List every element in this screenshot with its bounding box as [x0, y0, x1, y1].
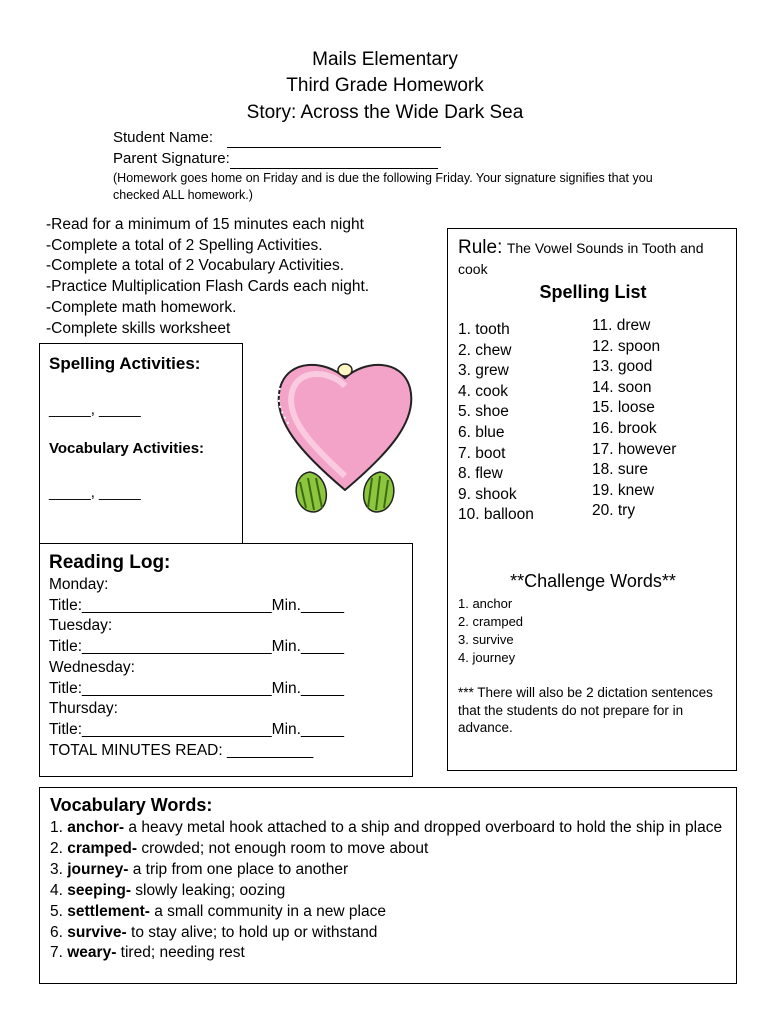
- vocabulary-word: journey-: [67, 860, 129, 878]
- vocabulary-title: Vocabulary Words:: [50, 795, 213, 815]
- spelling-word: 11. drew: [592, 317, 651, 334]
- spelling-word: 18. sure: [592, 461, 649, 479]
- vocabulary-item: 6. survive- to stay alive; to hold up or withstand: [50, 923, 378, 941]
- vocabulary-item: 3. journey- a trip from one place to another: [50, 860, 349, 878]
- heart-flower-illustration: [270, 352, 420, 524]
- challenge-words-list: [458, 595, 523, 667]
- vocabulary-word: weary-: [67, 944, 117, 962]
- rule: [458, 238, 730, 280]
- reading-log-title: Reading Log:: [49, 552, 171, 573]
- vocabulary-definition: a small community in a new place: [149, 902, 386, 920]
- vocabulary-box: [39, 787, 737, 984]
- reading-log-entry[interactable]: Title:______________________Min._____: [49, 596, 345, 614]
- spelling-word: 9. shook: [458, 485, 517, 503]
- spelling-word: 2. chew: [458, 341, 512, 359]
- instruction-item: -Read for a minimum of 15 minutes each night: [46, 216, 364, 233]
- grade-title: Third Grade Homework: [286, 75, 484, 96]
- spelling-word: 13. good: [592, 358, 653, 376]
- activities-box: [39, 343, 243, 544]
- vocabulary-word: survive-: [67, 923, 127, 941]
- challenge-word: 2. cramped: [458, 614, 524, 629]
- reading-log-entry[interactable]: Title:______________________Min._____: [49, 638, 345, 656]
- reading-log-entry[interactable]: Title:______________________Min._____: [49, 679, 345, 697]
- spelling-word: 20. try: [592, 502, 636, 520]
- challenge-word: 4. journey: [458, 650, 516, 665]
- spelling-word: 17. however: [592, 440, 677, 458]
- vocabulary-item: 7. weary- tired; needing rest: [50, 944, 245, 962]
- spelling-word: 12. spoon: [592, 337, 661, 355]
- reading-log-total[interactable]: TOTAL MINUTES READ: __________: [49, 741, 314, 759]
- spelling-word: 10. balloon: [458, 506, 534, 524]
- challenge-word: 1. anchor: [458, 596, 513, 611]
- vocabulary-item: 4. seeping- slowly leaking; oozing: [50, 881, 286, 899]
- vocabulary-definition: slowly leaking; oozing: [130, 881, 286, 899]
- student-name-row: [113, 129, 441, 148]
- spelling-word: 7. boot: [458, 444, 506, 462]
- vocabulary-definition: tired; needing rest: [116, 944, 245, 962]
- spelling-word: 16. brook: [592, 419, 657, 437]
- spelling-word: 6. blue: [458, 423, 505, 441]
- vocabulary-activities-blank[interactable]: _____, _____: [49, 484, 141, 501]
- instructions-list: [46, 215, 369, 339]
- parent-signature-row: [113, 150, 438, 169]
- instruction-item: -Complete math homework.: [46, 298, 237, 316]
- vocabulary-activities-title: Vocabulary Activities:: [49, 440, 205, 457]
- student-name-label: Student Name:: [113, 129, 214, 146]
- instruction-item: -Complete a total of 2 Spelling Activities.: [46, 236, 323, 254]
- challenge-word: 3. survive: [458, 632, 514, 647]
- reading-log-box: [39, 543, 413, 777]
- spelling-word: 15. loose: [592, 399, 655, 417]
- vocabulary-item: 2. cramped- crowded; not enough room to move about: [50, 839, 429, 857]
- reading-log-day: Monday:: [49, 576, 109, 593]
- dictation-note: *** There will also be 2 dictation sentences that the students do not prepare for in advance.: [458, 685, 713, 735]
- spelling-word: 4. cook: [458, 382, 508, 400]
- school-name: Mails Elementary: [312, 49, 458, 70]
- parent-signature-field[interactable]: [230, 150, 438, 169]
- spelling-box: [447, 228, 737, 771]
- vocabulary-word: seeping-: [67, 881, 131, 899]
- spelling-list-right: [592, 316, 676, 522]
- student-name-field[interactable]: [227, 129, 441, 148]
- spelling-word: 19. knew: [592, 481, 655, 499]
- reading-log-day: Tuesday:: [49, 617, 113, 635]
- spelling-list-title: Spelling List: [539, 282, 647, 302]
- spelling-activities-title: Spelling Activities:: [49, 354, 201, 373]
- story-title: Story: Across the Wide Dark Sea: [246, 102, 524, 123]
- reading-log-lines: [49, 575, 344, 761]
- vocabulary-word: anchor-: [67, 819, 125, 836]
- parent-signature-label: Parent Signature:: [113, 150, 230, 167]
- vocabulary-definition: to stay alive; to hold up or withstand: [126, 923, 378, 941]
- vocabulary-word: cramped-: [67, 839, 138, 857]
- rule-text: The Vowel Sounds in Tooth and cook: [458, 240, 704, 277]
- rule-label: Rule:: [458, 237, 503, 258]
- vocabulary-word: settlement-: [67, 902, 150, 920]
- instruction-item: -Complete skills worksheet: [46, 319, 231, 337]
- vocabulary-list: [50, 818, 730, 964]
- spelling-word: 14. soon: [592, 378, 652, 396]
- homework-note: (Homework goes home on Friday and is due the following Friday. Your signature signifies that you checked ALL homework.): [113, 171, 653, 202]
- instruction-item: -Complete a total of 2 Vocabulary Activities.: [46, 257, 345, 275]
- reading-log-day: Thursday:: [49, 700, 118, 718]
- reading-log-day: Wednesday:: [49, 658, 135, 676]
- spelling-word: 3. grew: [458, 362, 509, 380]
- challenge-title: **Challenge Words**: [510, 571, 676, 591]
- vocabulary-definition: a trip from one place to another: [128, 860, 349, 878]
- spelling-word: 8. flew: [458, 465, 503, 483]
- vocabulary-definition: crowded; not enough room to move about: [137, 839, 429, 857]
- spelling-word: 1. tooth: [458, 321, 510, 338]
- spelling-activities-blank[interactable]: _____, _____: [49, 401, 141, 418]
- spelling-word: 5. shoe: [458, 403, 509, 421]
- reading-log-entry[interactable]: Title:______________________Min._____: [49, 720, 345, 738]
- instruction-item: -Practice Multiplication Flash Cards each night.: [46, 278, 370, 296]
- vocabulary-item: 1. anchor- a heavy metal hook attached to a ship and dropped overboard to hold the ship in place: [50, 819, 723, 836]
- spelling-list-left: [458, 320, 534, 526]
- vocabulary-item: 5. settlement- a small community in a new place: [50, 902, 386, 920]
- vocabulary-definition: a heavy metal hook attached to a ship and dropped overboard to hold the ship in place: [124, 819, 723, 836]
